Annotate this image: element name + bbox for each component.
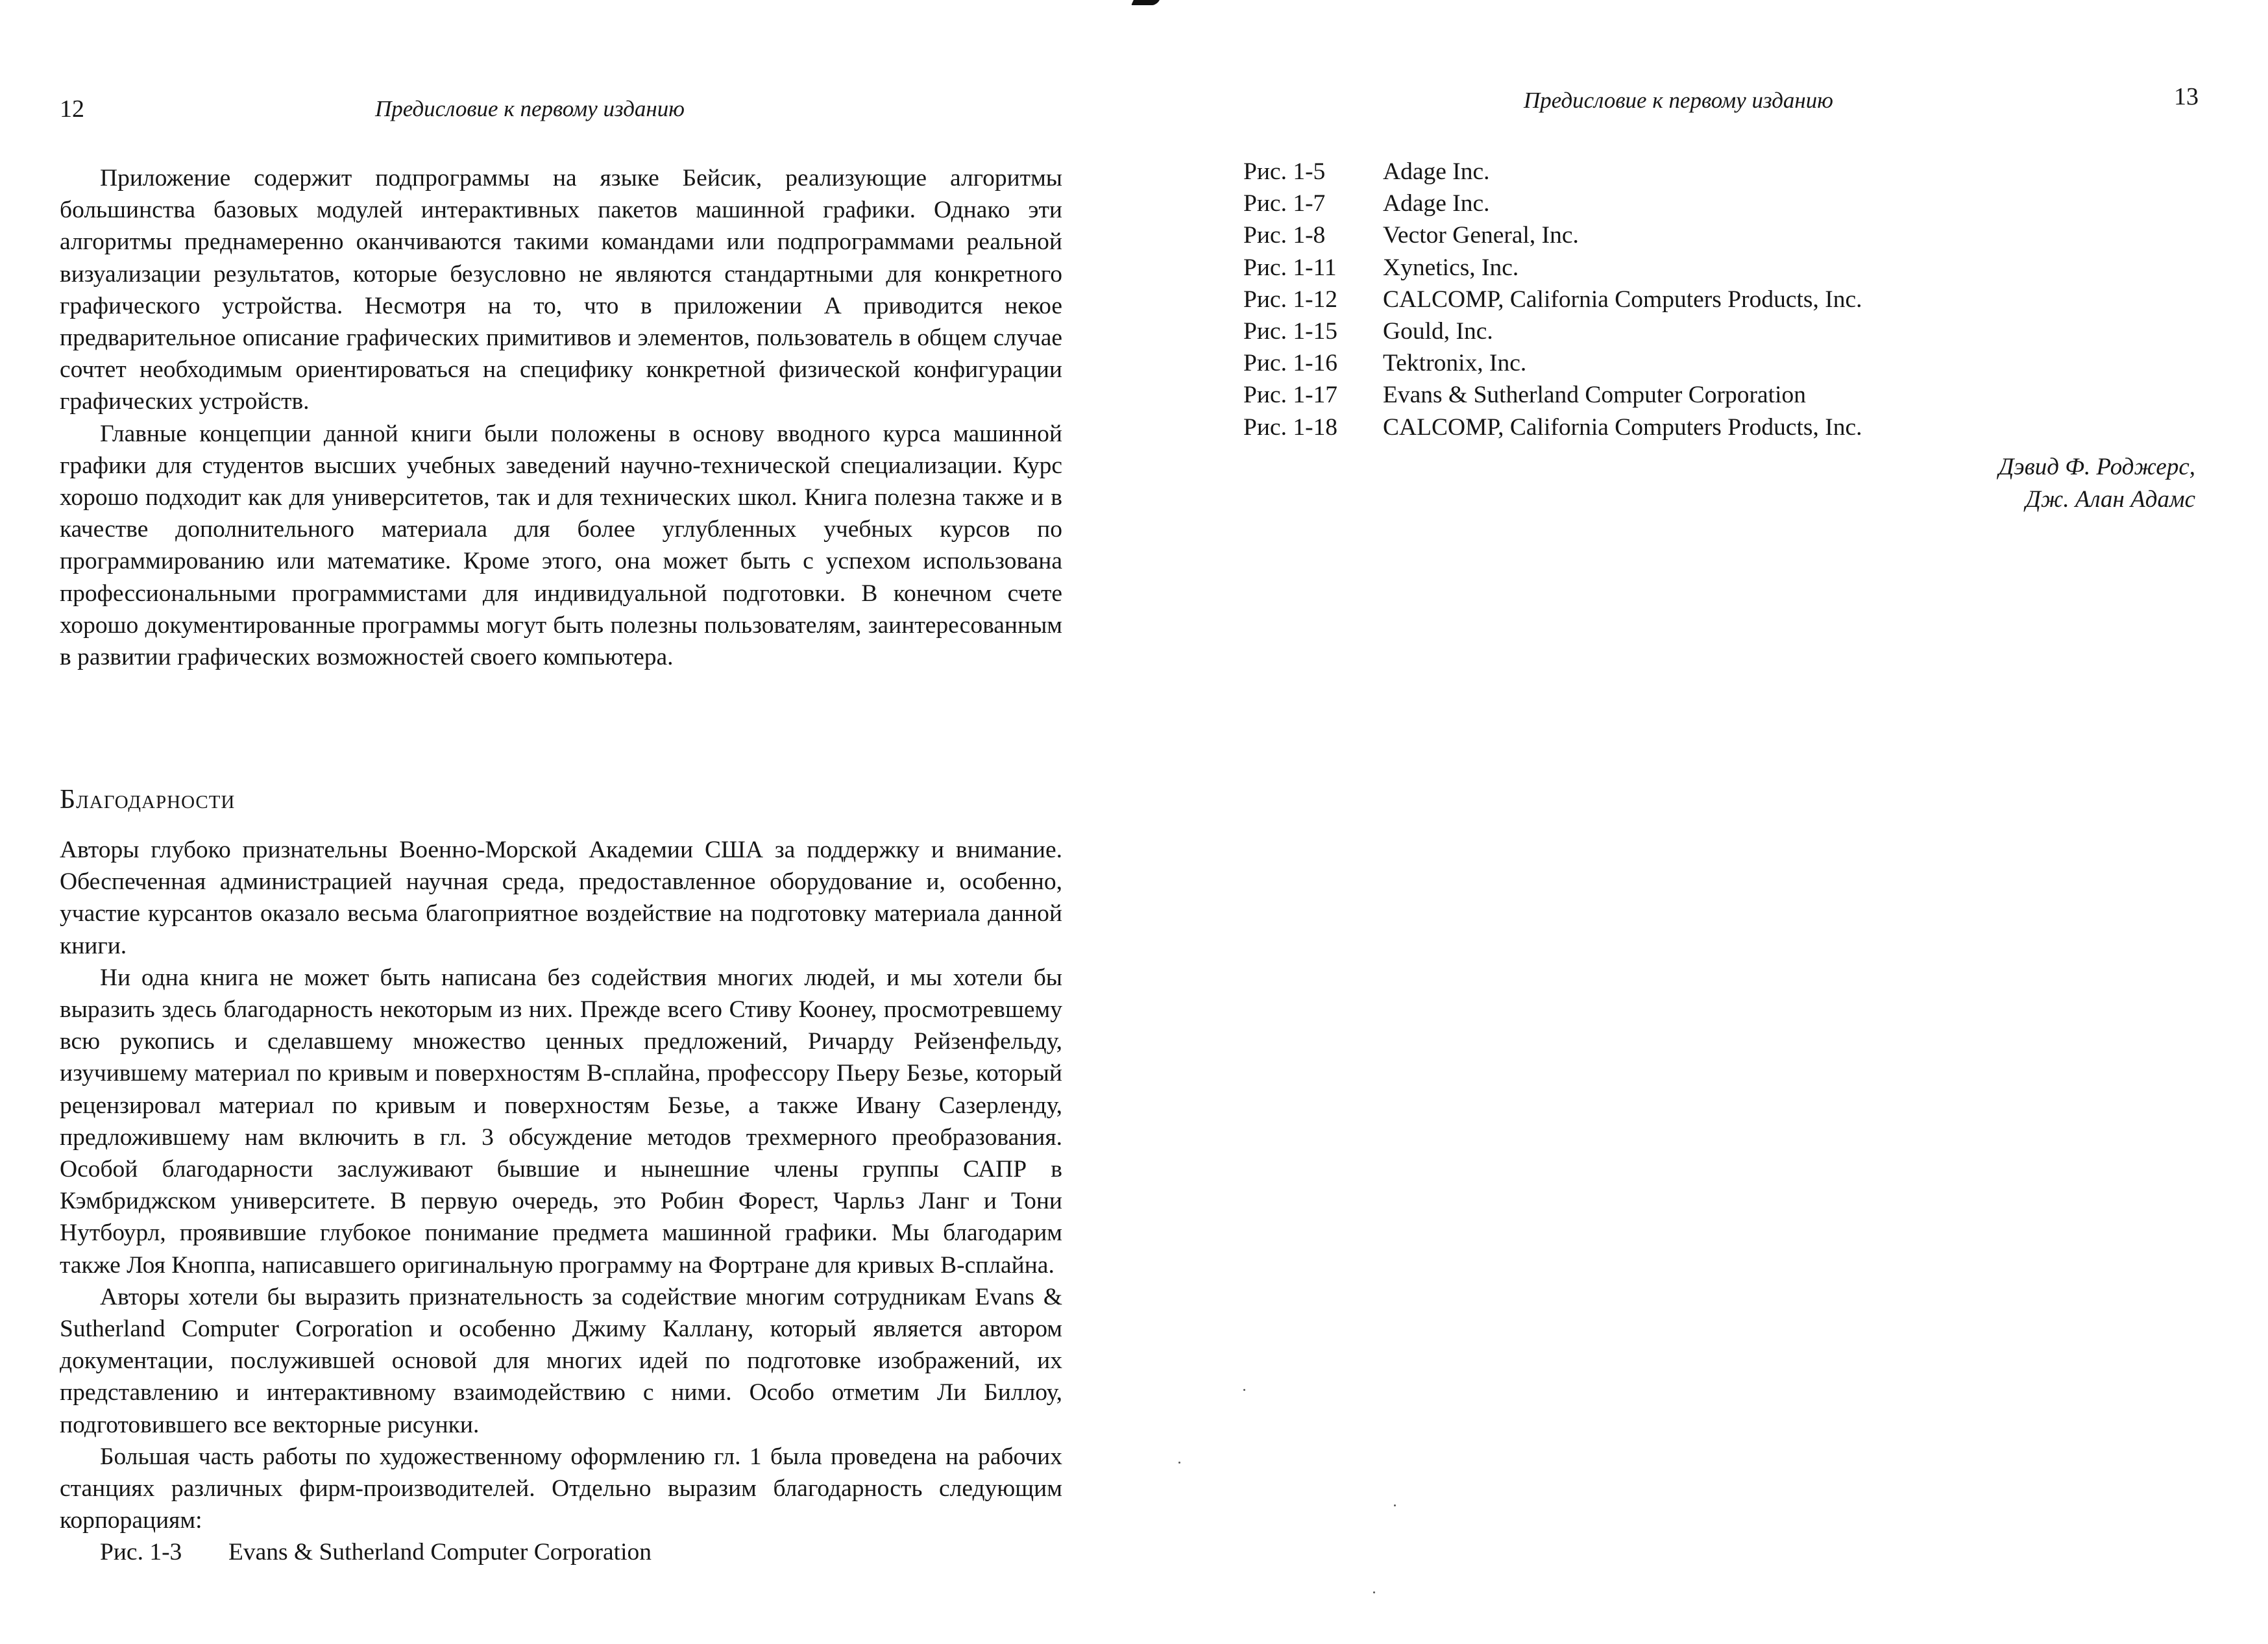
figure-credit-company: CALCOMP, California Computers Products, Inc. — [1383, 413, 1862, 441]
figure-credit-company: Adage Inc. — [1383, 158, 1490, 185]
figure-credit-label: Рис. 1-11 — [1243, 254, 1337, 281]
running-head-left: Предисловие к первому изданию — [375, 96, 685, 121]
authors-signature — [1999, 451, 2195, 516]
figure-credit-label: Рис. 1-15 — [1243, 318, 1338, 345]
scan-speck — [1394, 1504, 1396, 1506]
figure-credit-company: CALCOMP, California Computers Products, Inc. — [1383, 286, 1862, 313]
figure-credit-company: Adage Inc. — [1383, 190, 1490, 217]
page-number-left: 12 — [60, 95, 84, 123]
page-number-right: 13 — [2174, 83, 2199, 110]
figure-credit-line — [1243, 219, 1862, 251]
figure-credit-company: Gould, Inc. — [1383, 318, 1493, 345]
right-page — [1134, 0, 2268, 1644]
figure-credit-line — [60, 1536, 1062, 1568]
figure-credit-company: Evans & Sutherland Computer Corporation — [228, 1539, 652, 1566]
intro-text-block — [60, 162, 1062, 673]
scan-speck — [1178, 1462, 1180, 1464]
figure-credit-label: Рис. 1-8 — [1243, 222, 1326, 249]
figure-credit-label: Рис. 1-16 — [1243, 350, 1338, 377]
paragraph-evans-sutherland: Авторы хотели бы выразить признательность за содействие многим сотрудникам Evans & Sutherland Computer Corporation и особенно Джиму Каллану, который является автором документации, послужившей основой для многих идей по подготовке изображений, их представлению и интерактивному взаимодействию с ними. Особо отметим Ли Биллоу, подготовившего все векторные рисунки. — [60, 1283, 1062, 1438]
running-head-right: Предисловие к первому изданию — [1524, 88, 1833, 113]
author-name: Дж. Алан Адамс — [2025, 486, 2195, 513]
author-name: Дэвид Ф. Роджерс, — [1998, 454, 2195, 480]
paragraph-people: Ни одна книга не может быть написана без содействия многих людей, и мы хотели бы выразить здесь благодарность некоторым из них. Прежде всего Стиву Коонеу, просмотревшему всю рукопись и сделавшему множество ценных предложений, Ричарду Рейзенфельду, изучившему материал по кривым и поверхностям В-сплайна, профессору Пьеру Безье, который рецензировал материал по кривым и поверхностям Безье, а также Ивану Сазерленду, предложившему нам включить в гл. 3 обсуждение методов трехмерного преобразования. Особой благодарности заслуживают бывшие и нынешние члены группы САПР в Кэмбриджском университете. В первую очередь, это Робин Форест, Чарльз Ланг и Тони Нутбоурл, проявившие глубокое понимание предмета машинной графики. Мы благодарим также Лоя Кноппа, написавшего оригинальную программу на Фортране для кривых В-сплайна. — [60, 964, 1062, 1279]
figure-credit-label: Рис. 1-17 — [1243, 382, 1338, 409]
figure-credit-company: Tektronix, Inc. — [1383, 350, 1527, 377]
figure-credit-label: Рис. 1-12 — [1243, 286, 1338, 313]
figure-credit-line — [1243, 156, 1862, 188]
figure-credit-line — [1243, 315, 1862, 347]
figure-credit-line — [1243, 188, 1862, 219]
paragraph-appendix: Приложение содержит подпрограммы на языке Бейсик, реализующие алгоритмы большинства базовых модулей интерактивных пакетов машинной графики. Однако эти алгоритмы преднамеренно оканчиваются такими командами или подпрограммами реальной визуализации результатов, которые безусловно не являются стандартными для конкретного графического устройства. Несмотря на то, что в приложении А приводится некое предварительное описание графических примитивов и элементов, пользователь в общем случае сочтет необходимым ориентироваться на специфику конкретной физической конфигурации графических устройств. — [60, 165, 1062, 415]
figure-credit-line — [1243, 284, 1862, 315]
paragraph-concepts: Главные концепции данной книги были положены в основу вводного курса машинной графики для студентов высших учебных заведений научно-технической специализации. Курс хорошо подходит как для университетов, так и для технических школ. Книга полезна также и в качестве дополнительного материала для более углубленных учебных курсов по программированию или математике. Кроме этого, она может быть с успехом использована профессиональными программистами для индивидуальной подготовки. В конечном счете хорошо документированные программы могут быть полезны пользователям, заинтересованным в развитии графических возможностей своего компьютера. — [60, 420, 1062, 671]
figure-credit-line — [1243, 379, 1862, 411]
figure-credit-label: Рис. 1-18 — [1243, 413, 1338, 441]
scan-speck — [1243, 1389, 1245, 1391]
acknowledgements-text-block — [60, 834, 1062, 1569]
figure-credit-label: Рис. 1-7 — [1243, 190, 1326, 217]
paragraph-naval-academy: Авторы глубоко признательны Военно-Морской Академии США за поддержку и внимание. Обеспеченная администрацией научная среда, предоставленное оборудование и, особенно, участие курсантов оказало весьма благоприятное воздействие на подготовку материала данной книги. — [60, 837, 1062, 959]
figure-credit-line — [1243, 347, 1862, 379]
figure-credit-company: Xynetics, Inc. — [1383, 254, 1519, 281]
figure-credits-list — [1243, 156, 1862, 443]
paragraph-workstations: Большая часть работы по художественному оформлению гл. 1 была проведена на рабочих станциях различных фирм-производителей. Отдельно выразим благодарность следующим корпорациям: — [60, 1443, 1062, 1534]
section-heading-acknowledgements: Благодарности — [60, 785, 236, 815]
figure-credit-company: Evans & Sutherland Computer Corporation — [1383, 382, 1806, 409]
figure-credit-label: Рис. 1-3 — [100, 1539, 182, 1566]
figure-credit-label: Рис. 1-5 — [1243, 158, 1326, 185]
figure-credit-line — [1243, 252, 1862, 284]
scan-speck — [1373, 1591, 1375, 1593]
figure-credit-company: Vector General, Inc. — [1383, 222, 1579, 249]
figure-credit-line — [1243, 411, 1862, 443]
